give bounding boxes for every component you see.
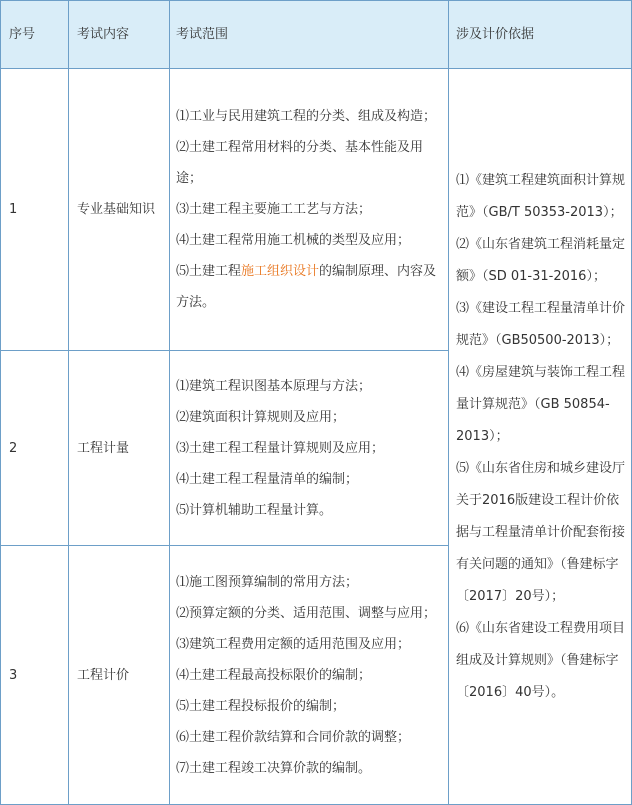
- scope-item: ⑴建筑工程识图基本原理与方法；: [176, 378, 372, 394]
- scope-item: ⑶土建工程主要施工工艺与方法；: [176, 202, 372, 217]
- scope-item: ⑸计算机辅助工程量计算。: [176, 502, 333, 518]
- row-scope: [170, 69, 449, 351]
- scope-item-prefix: ⑸土建工程: [176, 264, 242, 279]
- table-header-row: [1, 1, 632, 69]
- scope-item: ⑴施工图预算编制的常用方法；: [176, 574, 359, 590]
- row-content: 工程计量: [69, 351, 170, 546]
- scope-item: ⑵建筑面积计算规则及应用；: [176, 409, 346, 425]
- header-content: 考试内容: [69, 1, 170, 69]
- basis-item: ⑷《房屋建筑与装饰工程工程量计算规范》（GB 50854-2013）；: [456, 364, 626, 444]
- scope-item-suffix: 的编制原理、内容及方法。: [176, 264, 437, 310]
- scope-item: ⑵预算定额的分类、适用范围、调整与应用；: [176, 605, 437, 621]
- scope-item: ⑸土建工程投标报价的编制；: [176, 698, 346, 714]
- header-basis: 涉及计价依据: [449, 1, 632, 69]
- basis-item: ⑴《建筑工程建筑面积计算规范》（GB/T 50353-2013）；: [456, 172, 626, 220]
- pricing-basis-cell: [449, 69, 632, 805]
- scope-item: [176, 256, 441, 318]
- basis-item: ⑹《山东省建设工程费用项目组成及计算规则》（鲁建标字〔2016〕40号）。: [456, 620, 626, 700]
- construction-design-link[interactable]: 施工组织设计: [241, 264, 320, 279]
- basis-item: ⑸《山东省住房和城乡建设厅关于2016版建设工程计价依据与工程量清单计价配套衔接有关问题的通知》（鲁建标字〔2017〕20号）；: [456, 460, 626, 604]
- scope-item: ⑷土建工程最高投标限价的编制；: [176, 667, 372, 683]
- row-scope: [170, 351, 449, 546]
- scope-item: ⑷土建工程常用施工机械的类型及应用；: [176, 233, 411, 248]
- row-no: 1: [1, 69, 69, 351]
- scope-item: ⑴工业与民用建筑工程的分类、组成及构造；: [176, 109, 437, 124]
- header-scope: 考试范围: [170, 1, 449, 69]
- row-scope: [170, 546, 449, 805]
- scope-item: ⑺土建工程竣工决算价款的编制。: [176, 760, 372, 776]
- scope-item: ⑵土建工程常用材料的分类、基本性能及用途；: [176, 140, 424, 186]
- row-content: 专业基础知识: [69, 69, 170, 351]
- row-content: 工程计价: [69, 546, 170, 805]
- table-row: [1, 69, 632, 351]
- scope-item: ⑷土建工程工程量清单的编制；: [176, 471, 359, 487]
- basis-item: ⑶《建设工程工程量清单计价规范》（GB50500-2013）；: [456, 300, 626, 348]
- basis-item: ⑵《山东省建筑工程消耗量定额》（SD 01-31-2016）；: [456, 236, 626, 284]
- row-no: 3: [1, 546, 69, 805]
- scope-item: ⑹土建工程价款结算和合同价款的调整；: [176, 729, 411, 745]
- scope-item: ⑶土建工程工程量计算规则及应用；: [176, 440, 385, 456]
- header-no: 序号: [1, 1, 69, 69]
- row-no: 2: [1, 351, 69, 546]
- scope-item: ⑶建筑工程费用定额的适用范围及应用；: [176, 636, 411, 652]
